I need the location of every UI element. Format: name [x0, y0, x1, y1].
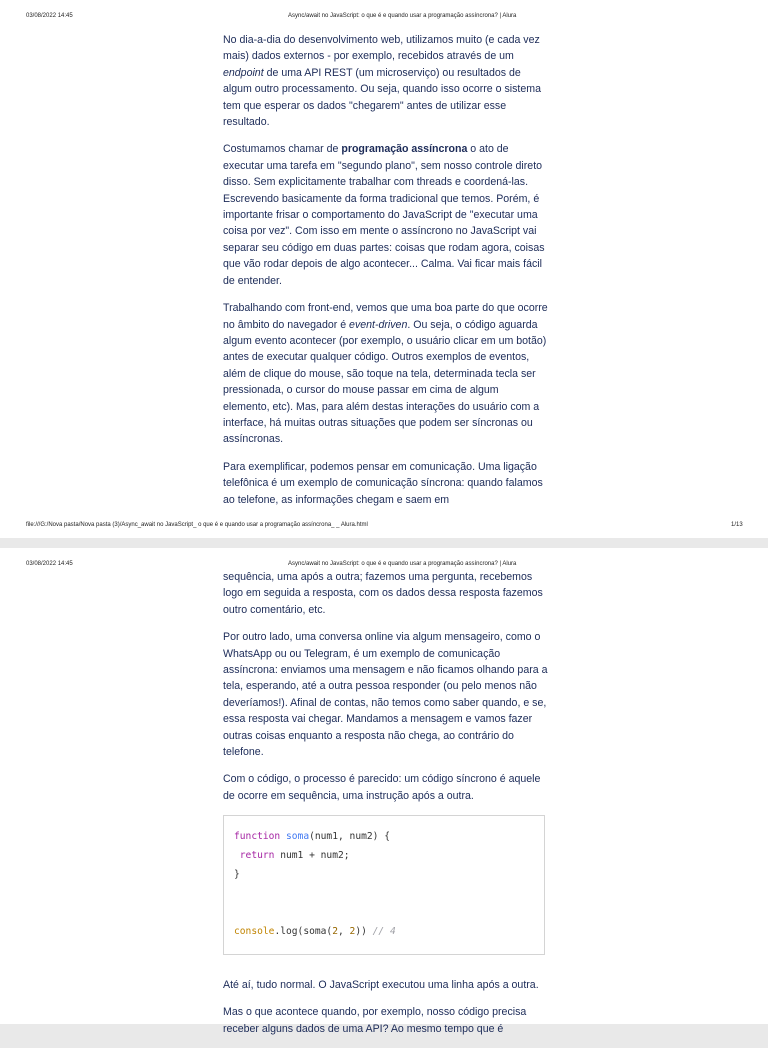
- header-date: 03/08/2022 14:45: [26, 561, 73, 567]
- paragraph: Trabalhando com front-end, vemos que uma boa parte do que ocorre no âmbito do navegador é event-driven. Ou seja, o código aguarda algum evento acontecer (por exemplo, o usuário clicar em um botão) antes de executar qualquer código. Outros exemplos de eventos, além de clique do mouse, são toque na tela, determinada tecla ser pressionada, o cursor do mouse passar em cima de algum elemento, etc). Mas, para além destas interações do usuário com a interface, há muitas outras situações que podem ser síncronas ou assíncronas.: [223, 302, 548, 446]
- header-title: Async/await no JavaScript: o que é e quando usar a programação assíncrona? | Alura: [288, 13, 517, 19]
- article-body: [223, 32, 548, 519]
- header-title: Async/await no JavaScript: o que é e quando usar a programação assíncrona? | Alura: [288, 561, 517, 567]
- paragraph: Mas o que acontece quando, por exemplo, nosso código precisa receber alguns dados de uma API? Ao mesmo tempo que é: [223, 1006, 527, 1035]
- header-date: 03/08/2022 14:45: [26, 13, 73, 19]
- article-body: [223, 569, 548, 1048]
- paragraph: Até aí, tudo normal. O JavaScript executou uma linha após a outra.: [223, 978, 539, 991]
- paragraph: Para exemplificar, podemos pensar em comunicação. Uma ligação telefônica é um exemplo de comunicação síncrona: quando falamos ao telefone, as informações chegam e saem em: [223, 460, 543, 506]
- paragraph: sequência, uma após a outra; fazemos uma pergunta, recebemos logo em seguida a resposta, com os dados dessa resposta fazemos outro comentário, etc.: [223, 571, 543, 616]
- paragraph: Por outro lado, uma conversa online via algum mensageiro, como o WhatsApp ou ou Telegram, é um exemplo de comunicação assíncrona: enviamos uma mensagem e não ficamos olhando para a tela, esperando, até a outra pessoa responder (ou pelo menos não deveríamos!). Afinal de contas, não temos como saber quando, e se, essa resposta vai chegar. Mandamos a mensagem e vamos fazer outras coisas enquanto a resposta não chega, ao contrário do telefone.: [223, 631, 548, 759]
- paragraph: Costumamos chamar de programação assíncrona o ato de executar uma tarefa em "segundo plano", sem nosso controle direto disso. Sem explicitamente trabalhar com threads e coordená-las. Escrevendo basicamente da forma tradicional que temos. Porém, é importante frisar o comportamento do JavaScript de "executar uma coisa por vez". Com isso em mente o assíncrono no JavaScript vai separar seu código em duas partes: coisas que rodam agora, coisas que vão rodar depois de algo acontecer... Calma. Vai ficar mais fácil de entender.: [223, 143, 545, 287]
- footer-page-number: 1/13: [731, 522, 743, 528]
- print-page-2: [0, 548, 768, 1035]
- paragraph: Com o código, o processo é parecido: um código síncrono é aquele de ocorre em sequência, uma instrução após a outra.: [223, 773, 541, 802]
- footer-file-path: file:///G:/Nova pasta/Nova pasta (3)/Async_await no JavaScript_ o que é e quando usar a programação assíncrona_ _ Alura.html: [26, 522, 368, 528]
- paragraph: No dia-a-dia do desenvolvimento web, utilizamos muito (e cada vez mais) dados externos - por exemplo, recebidos através de um endpoint de uma API REST (um microserviço) ou resultados de algum outro processamento. Ou seja, quando isso ocorre o sistema tem que esperar os dados "chegarem" antes de utilizar esse resultado.: [223, 34, 541, 129]
- code-block: function soma(num1, num2) { return num1 + num2; } console.log(soma(2, 2)) // 4: [223, 815, 545, 954]
